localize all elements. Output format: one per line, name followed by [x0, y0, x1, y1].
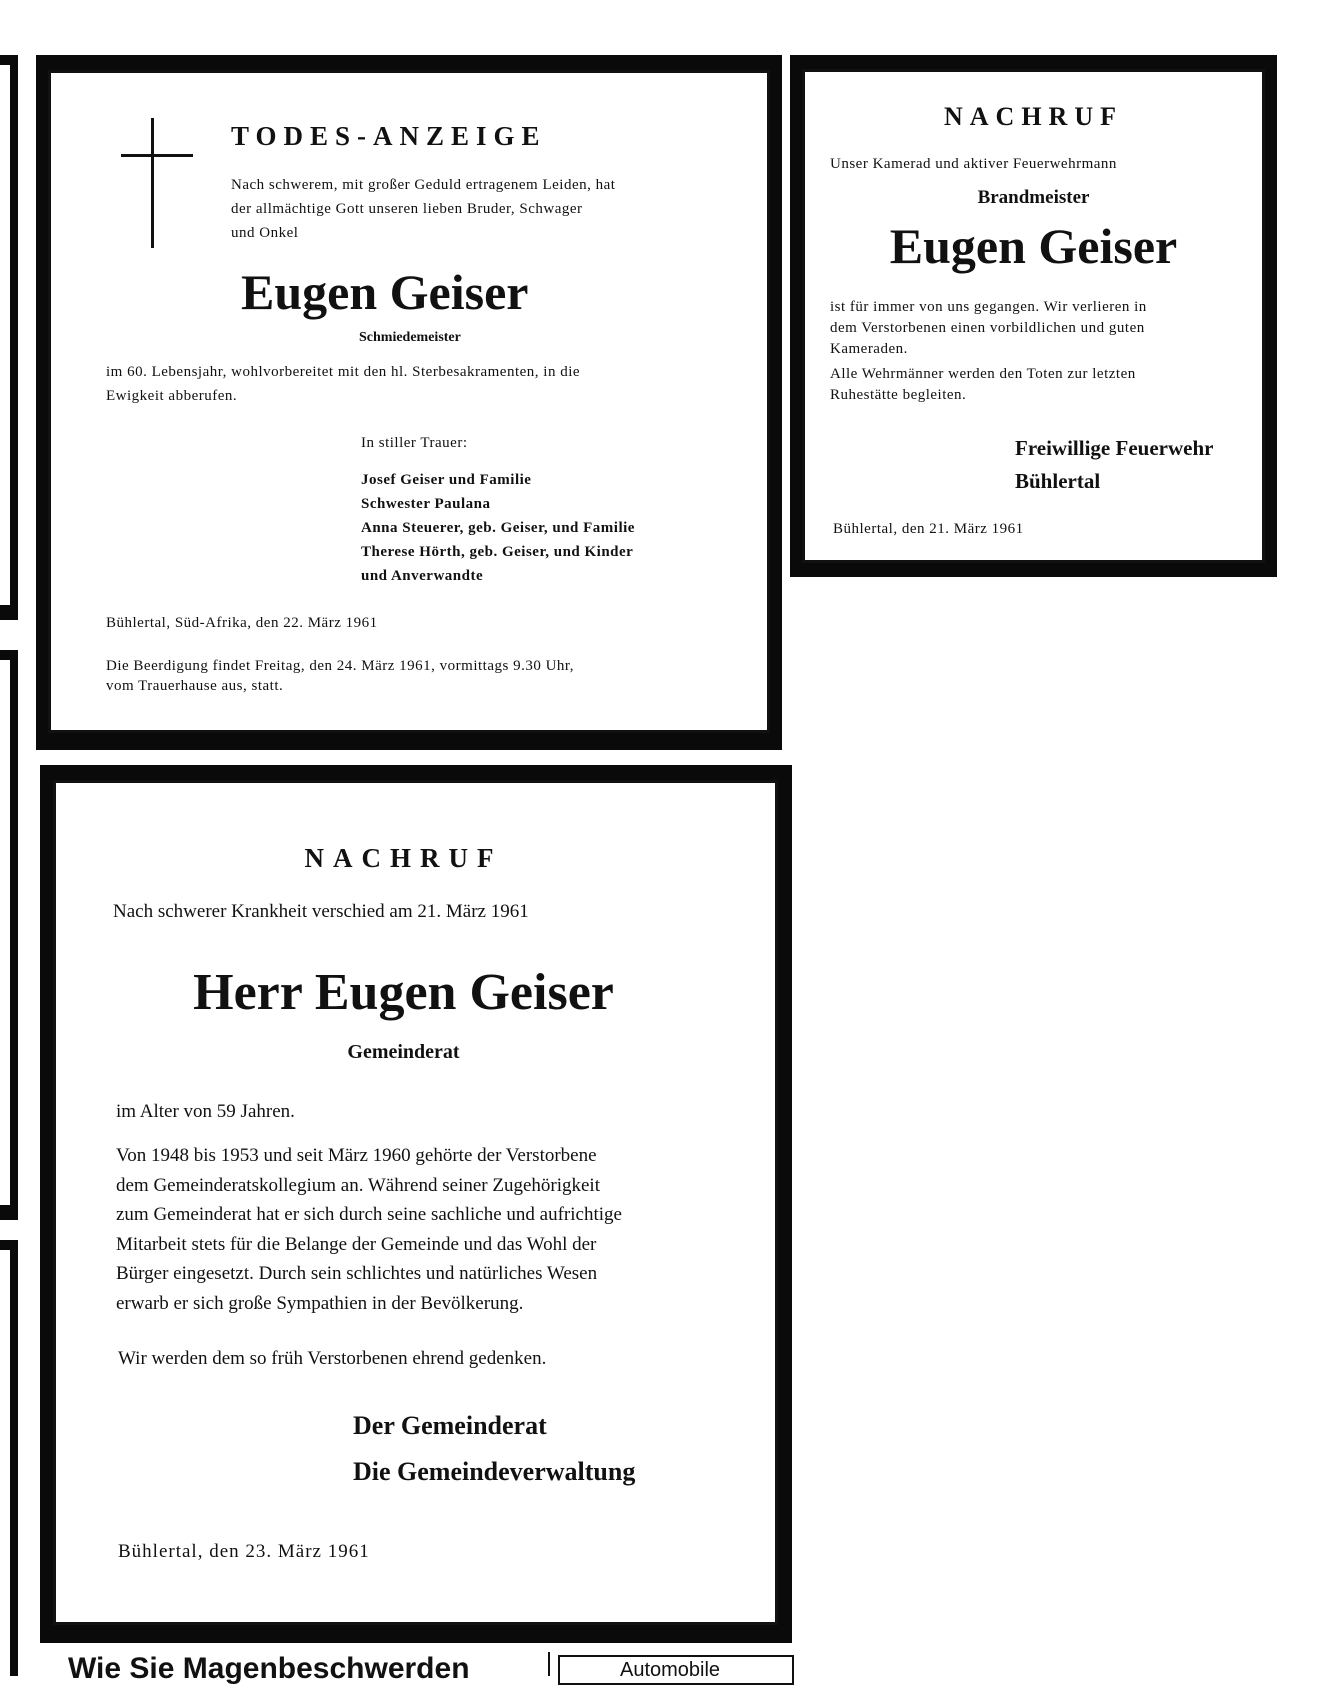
gemeinde-body: [116, 1141, 746, 1318]
todes-anzeige-box: [48, 70, 770, 733]
feuerwehr-heading: NACHRUF: [944, 102, 1123, 131]
todes-anzeige-place-date: Bühlertal, Süd-Afrika, den 22. März 1961: [106, 615, 378, 631]
signature-line: Bühlertal: [1015, 469, 1101, 493]
nachruf-gemeinde-frame: [40, 765, 792, 1643]
body-line: dem Verstorbenen einen vorbildlichen und guten: [830, 320, 1145, 336]
feuerwehr-intro: Unser Kamerad und aktiver Feuerwehrmann: [830, 156, 1117, 172]
body-line: im 60. Lebensjahr, wohlvorbereitet mit den hl. Sterbesakramenten, in die: [106, 364, 581, 380]
mourning-label: In stiller Trauer:: [361, 435, 468, 451]
left-edge-bar-bottom: [0, 1240, 18, 1676]
bottom-ad-fragment: Automobile: [620, 1659, 721, 1681]
gemeinde-intro: Nach schwerer Krankheit verschied am 21. März 1961: [113, 901, 529, 922]
mourner-item: Schwester Paulana: [361, 496, 491, 512]
mourner-item: Anna Steuerer, geb. Geiser, und Familie: [361, 520, 635, 536]
signature-line: Die Gemeindeverwaltung: [353, 1457, 636, 1486]
gemeinde-heading: NACHRUF: [304, 843, 503, 873]
mourner-item: Therese Hörth, geb. Geiser, und Kinder: [361, 544, 634, 560]
cross-icon: [121, 118, 193, 248]
body-line: Alle Wehrmänner werden den Toten zur letzten: [830, 366, 1136, 382]
gemeinde-deceased-name: Herr Eugen Geiser: [193, 964, 614, 1021]
gemeinde-signature: [353, 1403, 635, 1495]
funeral-notice: [106, 656, 756, 696]
bottom-divider: [548, 1652, 550, 1676]
body-line: Bürger eingesetzt. Durch sein schlichtes und natürliches Wesen: [116, 1263, 598, 1284]
todes-anzeige-heading: TODES-ANZEIGE: [231, 121, 547, 151]
feuerwehr-body: [830, 297, 1250, 406]
body-line: Mitarbeit stets für die Belange der Gemeinde und das Wohl der: [116, 1233, 597, 1255]
body-line: Kameraden.: [830, 341, 908, 357]
feuerwehr-signature: [1015, 432, 1213, 498]
todes-anzeige-frame: [36, 55, 782, 750]
body-line: zum Gemeinderat hat er sich durch seine sachliche und aufrichtige: [116, 1204, 622, 1225]
gemeinde-place-date: Bühlertal, den 23. März 1961: [118, 1541, 370, 1562]
mourner-item: und Anverwandte: [361, 568, 484, 584]
funeral-line: vom Trauerhause aus, statt.: [106, 678, 284, 694]
funeral-line: Die Beerdigung findet Freitag, den 24. März 1961, vormittags 9.30 Uhr,: [106, 658, 575, 674]
feuerwehr-deceased-name: Eugen Geiser: [889, 218, 1178, 274]
body-line: Von 1948 bis 1953 und seit März 1960 gehörte der Verstorbene: [116, 1145, 597, 1166]
todes-anzeige-intro: [231, 173, 721, 245]
bottom-ad-box: [558, 1655, 794, 1685]
nachruf-gemeinde-box: [53, 780, 778, 1625]
body-line: dem Gemeinderatskollegium an. Während seiner Zugehörigkeit: [116, 1174, 600, 1196]
gemeinde-age: im Alter von 59 Jahren.: [116, 1101, 295, 1122]
feuerwehr-rank: Brandmeister: [977, 187, 1090, 208]
body-line: Ruhestätte begleiten.: [830, 387, 967, 403]
body-line: ist für immer von uns gegangen. Wir verlieren in: [830, 299, 1147, 315]
deceased-title: Schmiedemeister: [359, 330, 461, 345]
bottom-headline-fragment: Wie Sie Magenbeschwerden: [68, 1652, 470, 1685]
mourners-list: [361, 468, 741, 588]
deceased-name: Eugen Geiser: [241, 264, 529, 320]
gemeinde-closing: Wir werden dem so früh Verstorbenen ehrend gedenken.: [118, 1348, 547, 1369]
left-edge-bar-top: [0, 55, 18, 620]
nachruf-feuerwehr-frame: [790, 55, 1277, 577]
nachruf-feuerwehr-box: [802, 69, 1265, 563]
signature-line: Freiwillige Feuerwehr: [1015, 436, 1214, 460]
mourner-item: Josef Geiser und Familie: [361, 472, 532, 488]
feuerwehr-place-date: Bühlertal, den 21. März 1961: [833, 521, 1024, 537]
intro-line: der allmächtige Gott unseren lieben Bruder, Schwager: [231, 201, 583, 217]
body-line: Ewigkeit abberufen.: [106, 388, 238, 404]
gemeinde-deceased-title: Gemeinderat: [347, 1041, 460, 1063]
intro-line: Nach schwerem, mit großer Geduld ertragenem Leiden, hat: [231, 177, 616, 193]
intro-line: und Onkel: [231, 225, 299, 241]
signature-line: Der Gemeinderat: [353, 1411, 547, 1440]
body-line: erwarb er sich große Sympathien in der Bevölkerung.: [116, 1292, 524, 1314]
todes-anzeige-body: [106, 360, 746, 408]
left-edge-bar-middle: [0, 650, 18, 1220]
